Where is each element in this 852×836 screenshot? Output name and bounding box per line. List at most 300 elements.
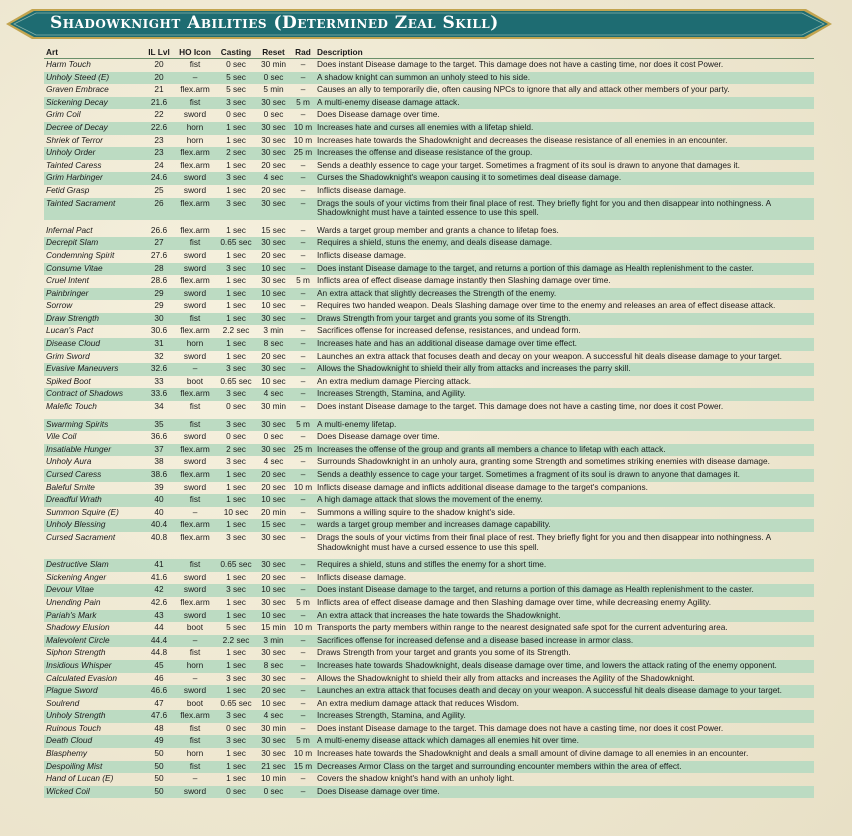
cell-il-lvl: 47.6 — [144, 710, 174, 723]
cell-art: Soulrend — [46, 697, 80, 708]
cell-il-lvl: 21.6 — [144, 97, 174, 110]
cell-art: Grim Coil — [46, 109, 81, 120]
cell-reset: 20 sec — [261, 350, 286, 361]
cell-description: Increases the offense and disease resistance of the group. — [315, 147, 814, 160]
table-row — [44, 388, 814, 401]
cell-il-lvl: 33 — [154, 375, 164, 386]
cell-art: Pariah's Mark — [44, 610, 144, 623]
cell-reset: 15 sec — [256, 519, 291, 532]
cell-il-lvl: 50 — [144, 786, 174, 799]
table-row — [44, 572, 814, 585]
cell-reset: 0 sec — [263, 431, 284, 442]
cell-art: Draw Strength — [44, 313, 144, 326]
cell-il-lvl: 43 — [144, 610, 174, 623]
table-row — [44, 250, 814, 263]
cell-casting: 1 sec — [226, 647, 246, 658]
cell-il-lvl: 23 — [144, 147, 174, 160]
cell-reset: 30 sec — [256, 559, 291, 572]
cell-ho-icon: flex.arm — [174, 519, 216, 532]
cell-casting: 0 sec — [226, 722, 246, 733]
cell-rad: – — [291, 363, 315, 376]
cell-il-lvl: 24.6 — [144, 172, 174, 185]
cell-casting: 3 sec — [216, 710, 256, 723]
cell-reset: 10 sec — [256, 494, 291, 507]
cell-rad: 5 m — [291, 735, 315, 748]
cell-ho-icon: – — [174, 72, 216, 85]
cell-art: Shriek of Terror — [46, 134, 103, 145]
cell-casting: 3 sec — [226, 456, 246, 467]
cell-art: Cursed Caress — [44, 469, 144, 482]
table-row — [44, 288, 814, 301]
cell-reset: 8 sec — [256, 338, 291, 351]
cell-il-lvl: 25 — [154, 184, 164, 195]
cell-reset: 10 sec — [256, 610, 291, 623]
table-row — [44, 673, 814, 686]
cell-il-lvl: 24 — [154, 159, 164, 170]
cell-ho-icon: flex.arm — [180, 275, 210, 286]
cell-art: Unholy Steed (E) — [44, 72, 144, 85]
cell-reset: 20 sec — [256, 469, 291, 482]
cell-rad: – — [300, 84, 306, 95]
cell-art: Dreadful Wrath — [44, 494, 144, 507]
cell-art: Unholy Aura — [46, 456, 92, 467]
cell-description: Increases hate and has an additional disease damage over time effect. — [315, 338, 814, 351]
cell-il-lvl: 38.6 — [144, 469, 174, 482]
cell-ho-icon: – — [192, 672, 198, 683]
cell-description: Does Disease damage over time. — [317, 109, 440, 120]
cell-casting: 3 sec — [216, 263, 256, 276]
cell-art: Death Cloud — [44, 735, 144, 748]
table-row — [44, 338, 814, 351]
cell-reset: 4 sec — [256, 710, 291, 723]
cell-rad: – — [291, 198, 315, 220]
table-row — [44, 401, 814, 414]
cell-casting: 5 sec — [226, 622, 246, 633]
cell-rad: – — [300, 300, 306, 311]
cell-il-lvl: 41.6 — [150, 571, 168, 582]
cell-art: Lucan's Pact — [46, 325, 94, 336]
cell-description: An extra medium damage Piercing attack. — [317, 375, 472, 386]
cell-ho-icon: fist — [189, 59, 201, 69]
cell-ho-icon: sword — [183, 571, 207, 582]
cell-rad: – — [291, 786, 315, 799]
cell-ho-icon: sword — [183, 300, 207, 311]
cell-description: Does instant Disease damage to the target. This damage does not have a casting time, nor does it cost Power. — [317, 59, 724, 69]
cell-il-lvl: 38 — [154, 456, 164, 467]
cell-il-lvl: 35 — [144, 419, 174, 432]
cell-reset: 30 sec — [256, 444, 291, 457]
table-row — [44, 419, 814, 432]
cell-reset: 30 sec — [256, 237, 291, 250]
table-row — [44, 275, 814, 288]
cell-casting: 5 sec — [226, 84, 246, 95]
cell-reset: 4 sec — [256, 172, 291, 185]
cell-art: Siphon Strength — [46, 647, 106, 658]
cell-description: Inflicts disease damage. — [317, 249, 407, 260]
table-row — [44, 198, 814, 220]
cell-rad: – — [300, 571, 306, 582]
cell-il-lvl: 22 — [154, 109, 164, 120]
cell-rad: – — [291, 338, 315, 351]
cell-rad: – — [291, 685, 315, 698]
cell-il-lvl: 46 — [154, 672, 164, 683]
cell-art: Blasphemy — [46, 748, 88, 759]
cell-reset: 0 sec — [256, 786, 291, 799]
col-header-rad: Rad — [291, 46, 315, 59]
cell-art: Despoiling Mist — [44, 761, 144, 774]
cell-ho-icon: sword — [174, 172, 216, 185]
table-row — [44, 698, 814, 711]
cell-rad: – — [300, 159, 306, 170]
cell-casting: 3 sec — [216, 198, 256, 220]
cell-il-lvl: 31 — [144, 338, 174, 351]
cell-il-lvl: 48 — [154, 722, 164, 733]
cell-description: Does instant Disease damage to the target. This damage does not have a casting time, nor does it cost Power. — [317, 722, 724, 733]
cell-rad: – — [291, 72, 315, 85]
cell-casting: 1 sec — [226, 773, 246, 784]
cell-ho-icon: – — [192, 773, 198, 784]
cell-reset: 10 sec — [261, 300, 286, 311]
cell-il-lvl: 30.6 — [150, 325, 168, 336]
cell-il-lvl: 44.4 — [144, 635, 174, 648]
cell-il-lvl: 42 — [144, 584, 174, 597]
cell-ho-icon: sword — [174, 263, 216, 276]
cell-rad: 10 m — [293, 748, 313, 759]
cell-description: An extra attack that increases the hate towards the Shadowknight. — [315, 610, 814, 623]
cell-description: Sends a deathly essence to cage your target. Sometimes a fragment of its soul is drawn to anyone that damages it. — [315, 469, 814, 482]
cell-casting: 1 sec — [226, 596, 246, 607]
table-row — [44, 660, 814, 673]
cell-il-lvl: 46.6 — [144, 685, 174, 698]
cell-ho-icon: flex.arm — [180, 159, 210, 170]
cell-rad: – — [300, 109, 306, 120]
cell-art: Calculated Evasion — [46, 672, 118, 683]
cell-ho-icon: sword — [183, 350, 207, 361]
cell-casting: 1 sec — [216, 519, 256, 532]
table-row — [44, 325, 814, 338]
cell-il-lvl: 32.6 — [144, 363, 174, 376]
cell-rad: 10 m — [293, 134, 313, 145]
cell-reset: 30 sec — [256, 198, 291, 220]
cell-description: A multi-enemy disease attack which damages all enemies hit over time. — [315, 735, 814, 748]
cell-ho-icon: horn — [186, 134, 204, 145]
cell-il-lvl: 23 — [154, 134, 164, 145]
col-header-description: Description — [315, 46, 814, 59]
cell-casting: 3 sec — [226, 531, 246, 542]
cell-reset: 30 sec — [261, 596, 286, 607]
cell-il-lvl: 44.8 — [150, 647, 168, 658]
cell-rad: – — [300, 773, 306, 784]
cell-casting: 1 sec — [226, 350, 246, 361]
cell-art: Fetid Grasp — [46, 184, 90, 195]
table-body — [44, 59, 814, 799]
cell-rad: – — [300, 325, 306, 336]
cell-reset: 15 sec — [261, 224, 286, 235]
cell-ho-icon: horn — [174, 660, 216, 673]
cell-rad: – — [300, 647, 306, 658]
cell-il-lvl: 50 — [144, 761, 174, 774]
cell-il-lvl: 27.6 — [150, 249, 168, 260]
cell-reset: 3 min — [263, 325, 284, 336]
cell-rad: – — [300, 401, 306, 412]
cell-description: Increases hate towards Shadowknight, deals disease damage over time, and lowers the attack rating of the enemy opponent. — [315, 660, 814, 673]
table-row — [44, 84, 814, 97]
table-row — [44, 494, 814, 507]
cell-description: Inflicts disease damage. — [317, 184, 407, 195]
cell-reset: 30 sec — [256, 122, 291, 135]
cell-reset: 30 min — [261, 59, 286, 69]
cell-art: Vile Coil — [46, 431, 77, 442]
cell-art: Decrepit Slam — [44, 237, 144, 250]
cell-il-lvl: 50 — [154, 773, 164, 784]
cell-casting: 1 sec — [226, 184, 246, 195]
cell-rad: – — [291, 584, 315, 597]
table-row — [44, 431, 814, 444]
cell-reset: 30 sec — [261, 647, 286, 658]
cell-casting: 3 sec — [216, 419, 256, 432]
cell-rad: – — [300, 375, 306, 386]
cell-il-lvl: 28.6 — [150, 275, 168, 286]
cell-casting: 1 sec — [226, 249, 246, 260]
table-row — [44, 363, 814, 376]
cell-ho-icon: sword — [183, 481, 207, 492]
cell-ho-icon: flex.arm — [180, 325, 210, 336]
cell-ho-icon: fist — [174, 237, 216, 250]
cell-ho-icon: fist — [174, 559, 216, 572]
col-header-casting: Casting — [216, 46, 256, 59]
cell-description: A multi-enemy disease damage attack. — [315, 97, 814, 110]
cell-description: Draws Strength from your target and grants you some of its Strength. — [315, 313, 814, 326]
cell-casting: 1 sec — [216, 761, 256, 774]
cell-rad: – — [291, 469, 315, 482]
cell-reset: 10 sec — [261, 697, 286, 708]
cell-description: Requires a shield, stuns and stifles the enemy for a short time. — [315, 559, 814, 572]
cell-rad: 15 m — [291, 761, 315, 774]
cell-casting: 1 sec — [226, 275, 246, 286]
cell-casting: 1 sec — [216, 338, 256, 351]
cell-reset: 30 sec — [256, 363, 291, 376]
table-row — [44, 597, 814, 610]
cell-ho-icon: flex.arm — [174, 469, 216, 482]
cell-casting: 1 sec — [216, 469, 256, 482]
cell-casting: 1 sec — [226, 571, 246, 582]
cell-description: wards a target group member and increases damage capability. — [315, 519, 814, 532]
cell-art: Swarming Spirits — [44, 419, 144, 432]
cell-description: Drags the souls of your victims from their final place of rest. They briefly fight for you and then disappear into nothingness. A Shadowknight must have a cursed essence to use this spell. — [317, 531, 771, 552]
cell-description: A multi-enemy lifetap. — [315, 419, 814, 432]
cell-casting: 1 sec — [226, 134, 246, 145]
cell-reset: 30 min — [261, 722, 286, 733]
cell-art: Malevolent Circle — [44, 635, 144, 648]
cell-casting: 2 sec — [216, 147, 256, 160]
cell-ho-icon: boot — [186, 697, 204, 708]
cell-reset: 30 sec — [256, 147, 291, 160]
cell-reset: 0 sec — [263, 109, 284, 120]
cell-art: Unholy Order — [44, 147, 144, 160]
cell-il-lvl: 29 — [154, 300, 164, 311]
table-row — [44, 376, 814, 389]
cell-ho-icon: fist — [174, 419, 216, 432]
cell-rad: – — [300, 506, 306, 517]
cell-description: Inflicts area of effect disease damage and then Slashing damage over time, while decreasing enemy Agility. — [317, 596, 712, 607]
cell-ho-icon: fist — [174, 761, 216, 774]
cell-ho-icon: fist — [189, 647, 201, 658]
cell-il-lvl: 33.6 — [144, 388, 174, 401]
cell-rad: – — [300, 456, 306, 467]
cell-il-lvl: 20 — [154, 59, 164, 69]
cell-reset: 0 sec — [256, 72, 291, 85]
cell-casting: 1 sec — [216, 288, 256, 301]
cell-il-lvl: 40.8 — [150, 531, 168, 542]
cell-ho-icon: boot — [186, 375, 204, 386]
cell-casting: 1 sec — [226, 481, 246, 492]
cell-casting: 3 sec — [216, 388, 256, 401]
cell-art: Summon Squire (E) — [46, 506, 119, 517]
table-row — [44, 710, 814, 723]
cell-ho-icon: sword — [183, 184, 207, 195]
cell-description: Increases hate towards the Shadowknight and deals a small amount of divine damage to all enemies in an encounter. — [317, 748, 749, 759]
cell-description: Summons a willing squire to the shadow knight's side. — [317, 506, 516, 517]
cell-casting: 1 sec — [216, 494, 256, 507]
cell-ho-icon: fist — [189, 722, 201, 733]
cell-casting: 3 sec — [216, 172, 256, 185]
cell-reset: 10 min — [261, 773, 286, 784]
title-banner — [6, 8, 832, 40]
cell-ho-icon: flex.arm — [174, 198, 216, 220]
cell-rad: – — [291, 288, 315, 301]
cell-art: Sickening Anger — [46, 571, 107, 582]
table-row — [44, 761, 814, 774]
cell-reset: 5 min — [263, 84, 284, 95]
cell-description: Allows the Shadowknight to shield their ally from attacks and increases the Agility of the Shadowknight. — [317, 672, 695, 683]
table-row — [44, 97, 814, 110]
cell-art: Hand of Lucan (E) — [46, 773, 114, 784]
cell-art: Disease Cloud — [44, 338, 144, 351]
cell-il-lvl: 34 — [154, 401, 164, 412]
cell-art: Wicked Coil — [44, 786, 144, 799]
cell-description: Causes an ally to temporarily die, often causing NPCs to ignore that ally and attack other members of your party. — [317, 84, 730, 95]
cell-il-lvl: 21 — [154, 84, 164, 95]
cell-description: Sacrifices offense for increased defense and a disease based increase in armor class. — [315, 635, 814, 648]
cell-description: Does instant Disease damage to the target. This damage does not have a casting time, nor does it cost Power. — [317, 401, 724, 412]
cell-il-lvl: 20 — [144, 72, 174, 85]
cell-description: Launches an extra attack that focuses death and decay on your weapon. A successful hit deals disease damage to your target. — [315, 685, 814, 698]
table-row — [44, 135, 814, 148]
col-header-ho-icon: HO Icon — [174, 46, 216, 59]
cell-casting: 3 sec — [216, 97, 256, 110]
cell-description: Increases Strength, Stamina, and Agility. — [315, 710, 814, 723]
cell-rad: 25 m — [291, 444, 315, 457]
cell-ho-icon: flex.arm — [180, 84, 210, 95]
cell-reset: 20 sec — [261, 184, 286, 195]
cell-art: Shadowy Elusion — [46, 622, 110, 633]
table-row — [44, 532, 814, 554]
table-row — [44, 482, 814, 495]
cell-art: Grim Harbinger — [44, 172, 144, 185]
cell-rad: – — [300, 59, 306, 69]
cell-casting: 1 sec — [226, 300, 246, 311]
cell-art: Spiked Boot — [46, 375, 91, 386]
cell-ho-icon: – — [174, 635, 216, 648]
table-row — [44, 519, 814, 532]
table-row — [44, 610, 814, 623]
cell-rad: – — [300, 431, 306, 442]
cell-art: Cruel Intent — [46, 275, 89, 286]
cell-ho-icon: flex.arm — [174, 388, 216, 401]
cell-rad: 10 m — [291, 122, 315, 135]
table-row — [44, 559, 814, 572]
cell-reset: 20 sec — [261, 159, 286, 170]
table-row — [44, 225, 814, 238]
table-row — [44, 263, 814, 276]
cell-art: Grim Sword — [46, 350, 90, 361]
table-row — [44, 172, 814, 185]
cell-description: Increases the offense of the group and grants all members a chance to lifetap with each attack. — [315, 444, 814, 457]
cell-ho-icon: flex.arm — [180, 596, 210, 607]
cell-rad: 5 m — [296, 596, 310, 607]
table-row — [44, 444, 814, 457]
cell-ho-icon: horn — [174, 338, 216, 351]
cell-ho-icon: fist — [174, 494, 216, 507]
table-row — [44, 456, 814, 469]
table-row — [44, 507, 814, 520]
cell-rad: – — [291, 635, 315, 648]
table-row — [44, 147, 814, 160]
table-row — [44, 313, 814, 326]
cell-casting: 1 sec — [216, 122, 256, 135]
table-row — [44, 300, 814, 313]
cell-art: Infernal Pact — [46, 224, 93, 235]
cell-il-lvl: 42.6 — [150, 596, 168, 607]
cell-description: Inflicts disease damage and inflicts additional disease damage to the target's companions. — [317, 481, 648, 492]
cell-art: Graven Embrace — [46, 84, 109, 95]
cell-rad: – — [291, 494, 315, 507]
cell-description: Wards a target group member and grants a chance to lifetap foes. — [317, 224, 559, 235]
cell-rad: – — [291, 660, 315, 673]
cell-casting: 10 sec — [223, 506, 249, 517]
cell-rad: – — [291, 313, 315, 326]
cell-ho-icon: sword — [174, 288, 216, 301]
cell-art: Contract of Shadows — [44, 388, 144, 401]
cell-rad: 10 m — [293, 481, 313, 492]
cell-ho-icon: horn — [174, 122, 216, 135]
cell-reset: 4 sec — [256, 388, 291, 401]
cell-art: Harm Touch — [46, 59, 91, 69]
table-header-row — [44, 46, 814, 59]
cell-art: Painbringer — [44, 288, 144, 301]
table-row — [44, 647, 814, 660]
cell-casting: 0 sec — [216, 786, 256, 799]
cell-reset: 3 min — [256, 635, 291, 648]
cell-casting: 3 sec — [216, 735, 256, 748]
cell-ho-icon: flex.arm — [174, 444, 216, 457]
cell-reset: 30 sec — [261, 531, 286, 542]
cell-art: Sickening Decay — [44, 97, 144, 110]
cell-ho-icon: sword — [174, 610, 216, 623]
cell-reset: 8 sec — [256, 660, 291, 673]
cell-rad: – — [291, 519, 315, 532]
cell-casting: 2.2 sec — [222, 325, 250, 336]
cell-rad: 5 m — [296, 275, 310, 286]
table-row — [44, 160, 814, 173]
cell-description: Curses the Shadowknight's weapon causing it to sometimes deal disease damage. — [315, 172, 814, 185]
table-row — [44, 72, 814, 85]
table-row — [44, 351, 814, 364]
cell-description: Requires a shield, stuns the enemy, and deals disease damage. — [315, 237, 814, 250]
table-row — [44, 584, 814, 597]
cell-art: Cursed Sacrament — [46, 531, 116, 542]
cell-ho-icon: – — [192, 506, 198, 517]
